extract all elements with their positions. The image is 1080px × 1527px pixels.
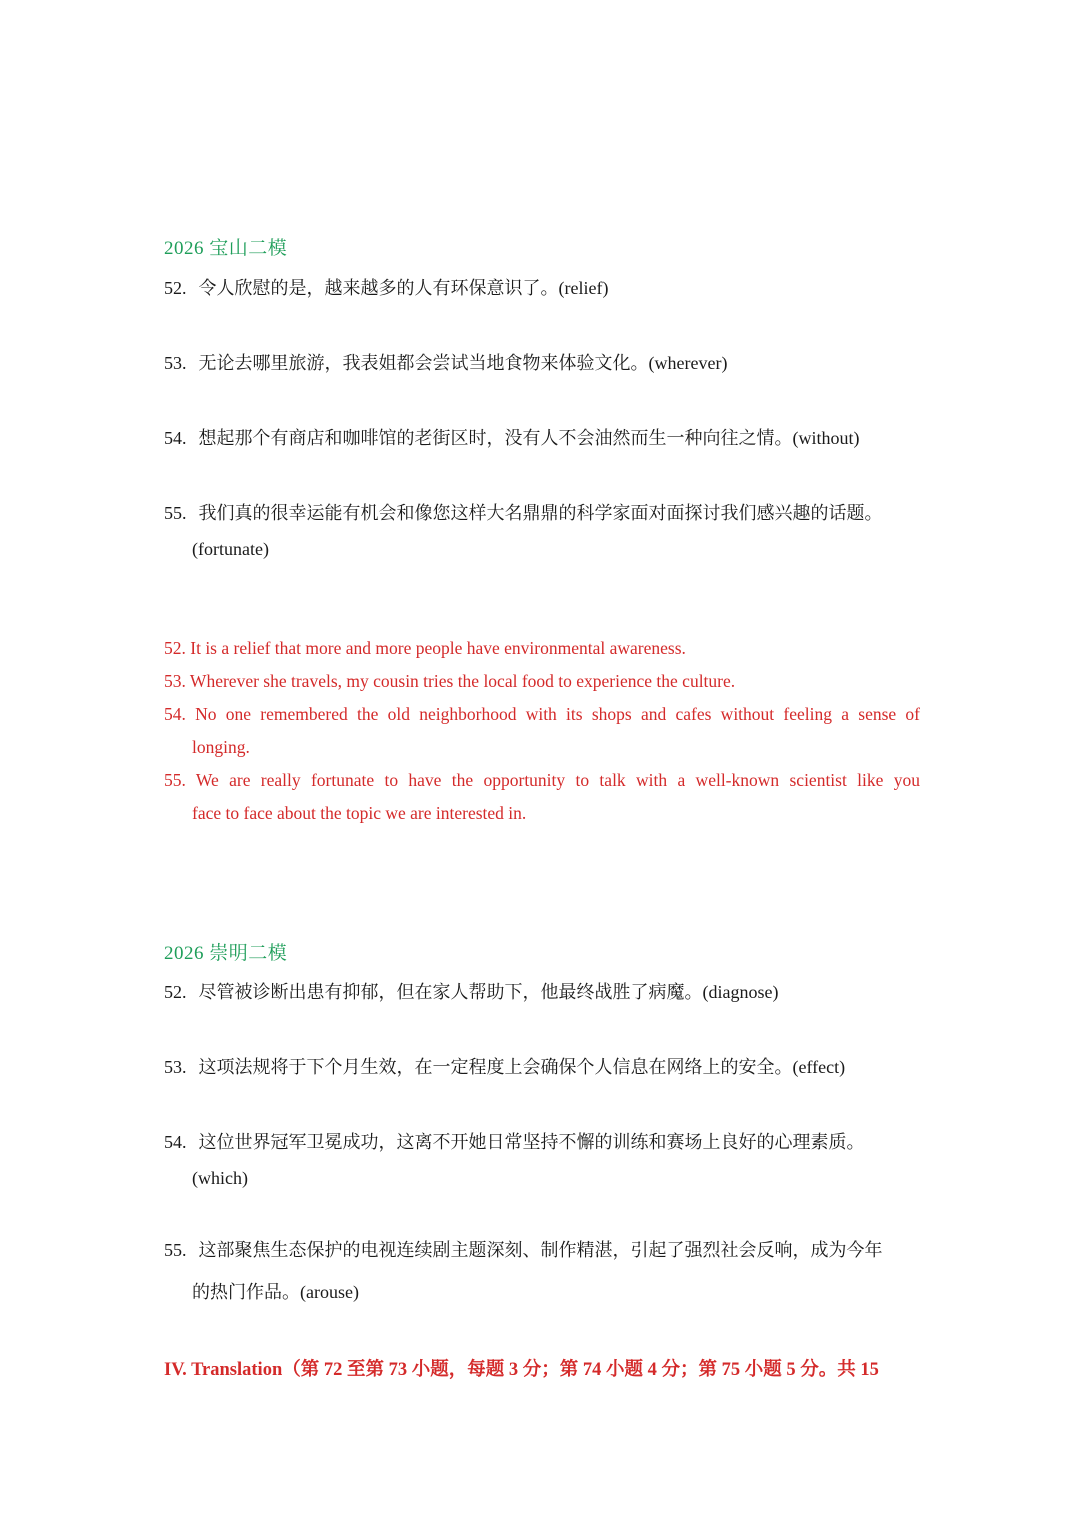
answer-54-continued: longing. (192, 737, 250, 757)
translation-section-title: IV. Translation（第 72 至第 73 小题，每题 3 分；第 74 小题 4 分；第 75 小题 5 分。共 15 (164, 1360, 879, 1380)
answer-53: 53. Wherever she travels, my cousin tries the local food to experience the culture. (164, 671, 736, 691)
question-text: 我们真的很幸运能有机会和像您这样大名鼎鼎的科学家面对面探讨我们感兴趣的话题。 (198, 503, 883, 523)
question-text: 这部聚焦生态保护的电视连续剧主题深刻、制作精湛，引起了强烈社会反响，成为今年 (198, 1240, 883, 1260)
question-number: 52. (164, 278, 187, 298)
question-text: 这项法规将于下个月生效，在一定程度上会确保个人信息在网络上的安全。(effect) (198, 1057, 846, 1077)
question-number: 55. (164, 1240, 187, 1260)
question-number: 54. (164, 428, 187, 448)
question-55-chongming (164, 1235, 924, 1307)
answer-55-continued: face to face about the topic we are interested in. (192, 803, 527, 823)
question-number: 53. (164, 1057, 187, 1077)
question-number: 54. (164, 1132, 187, 1152)
question-53-baoshan (164, 348, 924, 378)
answer-54: 54. No one remembered the old neighborhood with its shops and cafes without feeling a sense of (164, 704, 920, 724)
section-heading-baoshan: 2026 宝山二模 (164, 238, 288, 259)
question-55-baoshan (164, 498, 924, 564)
question-keyword: (fortunate) (192, 539, 269, 559)
question-53-chongming (164, 1052, 924, 1082)
question-text: 令人欣慰的是，越来越多的人有环保意识了。(relief) (198, 278, 609, 298)
question-text: 无论去哪里旅游，我表姐都会尝试当地食物来体验文化。(wherever) (198, 353, 728, 373)
answer-block-baoshan (164, 632, 920, 830)
answer-55: 55. We are really fortunate to have the opportunity to talk with a well-known scientist like you (164, 770, 920, 790)
question-continued: 的热门作品。(arouse) (192, 1282, 359, 1302)
question-number: 55. (164, 503, 187, 523)
question-text: 想起那个有商店和咖啡馆的老街区时，没有人不会油然而生一种向往之情。(without) (198, 428, 860, 448)
question-number: 52. (164, 982, 187, 1002)
question-keyword: (which) (192, 1168, 248, 1188)
question-54-baoshan (164, 423, 924, 453)
question-number: 53. (164, 353, 187, 373)
question-text: 尽管被诊断出患有抑郁，但在家人帮助下，他最终战胜了病魔。(diagnose) (198, 982, 779, 1002)
question-52-baoshan (164, 273, 924, 303)
question-52-chongming (164, 977, 924, 1007)
answer-52: 52. It is a relief that more and more people have environmental awareness. (164, 638, 686, 658)
question-text: 这位世界冠军卫冕成功，这离不开她日常坚持不懈的训练和赛场上良好的心理素质。 (198, 1132, 865, 1152)
question-54-chongming (164, 1127, 924, 1193)
section-heading-chongming: 2026 崇明二模 (164, 943, 288, 964)
